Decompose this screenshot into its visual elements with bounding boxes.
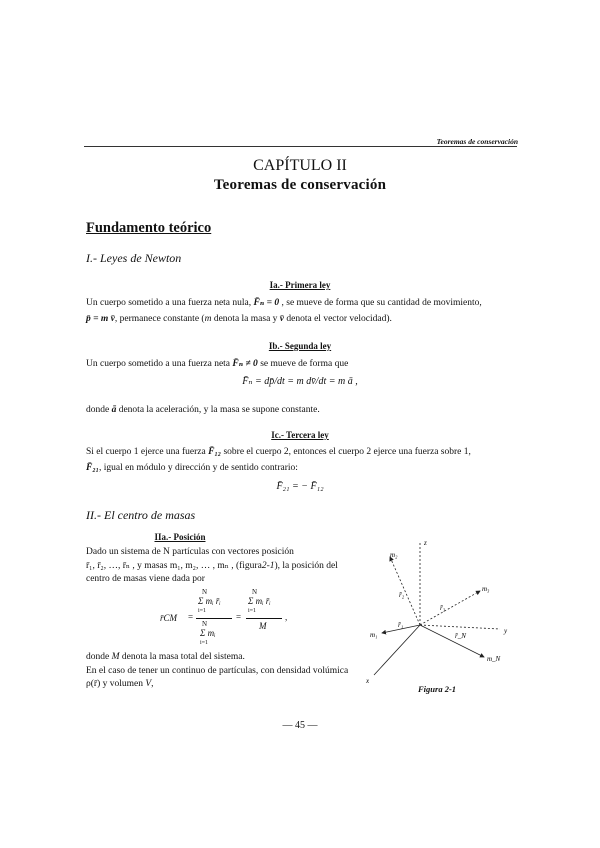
label-r1: r̄₁: [398, 621, 404, 629]
eq-i-num1: i=1: [198, 608, 207, 614]
eq-comma: ,: [285, 612, 288, 622]
ia-title: Ia.- Primera ley: [269, 280, 331, 290]
label-m2: m₂: [390, 551, 398, 559]
label-y: y: [504, 627, 508, 635]
section-title: Fundamento teórico: [86, 220, 212, 236]
ib-line2: donde ā denota la aceleración, y la masa se supone constante.: [86, 405, 320, 415]
label-r3: r̄₃: [440, 604, 446, 612]
figure-2-1: [360, 535, 520, 685]
eq-fraction-bar-2: [246, 618, 282, 619]
ic-paragraph: Si el cuerpo 1 ejerce una fuerza F̄₁₂ sobre el cuerpo 2, entonces el cuerpo 2 ejerce una fuerza sobre 1, F̄₂₁, igual en módulo y dirección y de sentido contrario:: [86, 447, 471, 473]
eq-equals-1: =: [188, 612, 194, 622]
chapter-label: CAPÍTULO II: [253, 157, 347, 174]
page-number: — 45 —: [282, 720, 318, 731]
label-z: z: [424, 539, 427, 547]
cm-equation: [160, 588, 290, 650]
vector-r2: [390, 557, 420, 625]
x-axis: [374, 625, 420, 675]
part2-title: II.- El centro de masas: [86, 508, 196, 522]
iia-paragraph: Dado un sistema de N partículas con vectores posición r̄₁, r̄₂, …, r̄ₙ , y masas m₁, m₂, … , mₙ , (figura2-1), la posición del centro de masas viene dada por: [86, 547, 338, 584]
iia-paragraph-2: donde M denota la masa total del sistema. En el caso de tener un continuo de partículas, con densidad volúmica ρ(r̄) y volumen V,: [86, 652, 349, 689]
ia-paragraph: Un cuerpo sometido a una fuerza neta nula, F̄ₙ = 0 , se mueve de forma que su cantidad de movimiento, p̄ = m v̄, permanece constante (m denota la masa y v̄ denota el vector velocidad).: [86, 298, 482, 324]
label-m3: m₃: [482, 585, 490, 593]
ic-title: Ic.- Tercera ley: [271, 430, 329, 440]
header-rule: [84, 146, 517, 147]
part1-title: I.- Leyes de Newton: [86, 251, 182, 265]
eq-n-top3: N: [252, 588, 258, 596]
ib-title: Ib.- Segunda ley: [268, 341, 332, 351]
figure-caption: Figura 2-1: [418, 684, 457, 694]
eq-den1: Σ mᵢ: [200, 628, 216, 638]
chapter-title: Teoremas de conservación: [213, 177, 387, 193]
vector-rN: [420, 625, 484, 657]
eq-i-num2: i=1: [248, 608, 257, 614]
eq-equals-2: =: [236, 612, 242, 622]
iia-title: IIa.- Posición: [154, 532, 206, 542]
label-rN: r̄_N: [455, 632, 466, 640]
label-mN: m_N: [487, 655, 501, 663]
eq-den2: M: [259, 621, 267, 631]
ib-equation: F̄ₙ = dp̄/dt = m dv̄/dt = m ā ,: [242, 376, 358, 387]
label-r2: r̄₂: [399, 591, 405, 599]
ic-equation: F̄₂₁ = − F̄₁₂: [276, 481, 324, 492]
eq-lhs: r̄CM: [160, 613, 178, 623]
label-m1: m₁: [370, 631, 378, 639]
running-header: Teoremas de conservación: [436, 137, 518, 146]
y-axis: [420, 625, 500, 629]
eq-num2: Σ mᵢ r̄ᵢ: [248, 596, 271, 606]
eq-n-top1: N: [202, 588, 208, 596]
vector-r3: [420, 591, 480, 625]
eq-fraction-bar-1: [196, 618, 232, 619]
eq-i-den1: i=1: [200, 640, 209, 646]
ib-line1: Un cuerpo sometido a una fuerza neta F̄ₙ ≠ 0 se mueve de forma que: [86, 359, 349, 369]
eq-n-top2: N: [202, 620, 208, 628]
eq-num1: Σ mᵢ r̄ᵢ: [198, 596, 221, 606]
label-x: x: [366, 677, 370, 685]
